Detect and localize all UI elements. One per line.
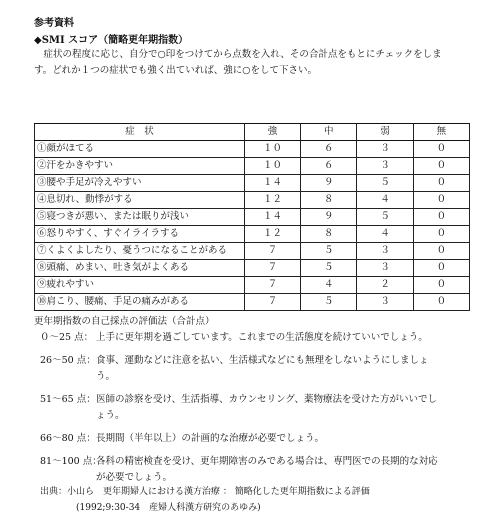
- strong-score-cell: １０: [244, 141, 300, 158]
- table-row: [35, 294, 470, 311]
- medium-score-cell: ８: [301, 226, 357, 243]
- table-header-row: [35, 124, 470, 141]
- evaluation-item: [40, 454, 476, 486]
- symptom-cell: ⑦くよくよしたり、憂うつになることがある: [35, 243, 245, 260]
- none-score-cell: ０: [413, 158, 469, 175]
- strong-score-cell: ７: [244, 243, 300, 260]
- table-row: [35, 209, 470, 226]
- score-range: 81～100 点：: [40, 456, 102, 467]
- strong-score-cell: １４: [244, 175, 300, 192]
- none-score-cell: ０: [413, 243, 469, 260]
- medium-score-cell: ５: [301, 294, 357, 311]
- table-row: [35, 192, 470, 209]
- symptom-cell: ⑥怒りやすく、すぐイライラする: [35, 226, 245, 243]
- symptom-cell: ①顔がほてる: [35, 141, 245, 158]
- evaluation-title: 更年期指数の自己採点の評価法（合計点）: [34, 316, 215, 327]
- weak-score-cell: ４: [357, 192, 413, 209]
- strong-score-cell: １０: [244, 158, 300, 175]
- evaluation-text: 上手に更年期を過ごしています。これまでの生活態度を続けていいでしょう。: [96, 332, 428, 343]
- instructions: [34, 47, 470, 79]
- symptom-cell: ②汗をかきやすい: [35, 158, 245, 175]
- instructions-line-2: す。どれか１つの症状でも強く出ていれば、強に○をして下さい。: [34, 65, 318, 76]
- weak-score-cell: ２: [357, 277, 413, 294]
- evaluation-item: [40, 431, 476, 447]
- source-citation: [40, 484, 370, 516]
- source-line-2: (1992;9:30-34 産婦人科漢方研究のあゆみ): [76, 503, 261, 513]
- evaluation-text-continued: ょう。: [96, 410, 125, 421]
- medium-score-cell: ８: [301, 192, 357, 209]
- evaluation-item: [40, 353, 476, 385]
- weak-score-cell: ５: [357, 209, 413, 226]
- weak-score-cell: ５: [357, 175, 413, 192]
- score-range: 51～65 点：: [40, 394, 96, 405]
- symptom-cell: ⑩肩こり、腰痛、手足の痛みがある: [35, 294, 245, 311]
- weak-score-cell: ４: [357, 226, 413, 243]
- medium-score-cell: ５: [301, 260, 357, 277]
- strong-score-cell: ７: [244, 277, 300, 294]
- evaluation-item: [40, 330, 476, 346]
- weak-score-cell: ３: [357, 294, 413, 311]
- medium-score-cell: ４: [301, 277, 357, 294]
- evaluation-text: 長期間（半年以上）の計画的な治療が必要でしょう。: [96, 433, 325, 444]
- table-row: [35, 277, 470, 294]
- medium-score-cell: ５: [301, 243, 357, 260]
- strong-score-cell: １２: [244, 226, 300, 243]
- medium-score-cell: ９: [301, 175, 357, 192]
- source-line-1: 出典：小山ら 更年期婦人における漢方治療 ： 簡略化した更年期指数による評価: [40, 487, 370, 497]
- evaluation-text: 各科の精密検査を受け、更年期障害のみである場合は、専門医での長期的な対応: [96, 456, 438, 467]
- table-row: [35, 158, 470, 175]
- evaluation-text-continued: が必要でしょう。: [96, 472, 173, 483]
- table-row: [35, 175, 470, 192]
- medium-score-cell: ６: [301, 141, 357, 158]
- smi-score-table: [34, 123, 470, 311]
- header-weak: 弱: [357, 124, 413, 141]
- table-row: [35, 226, 470, 243]
- symptom-cell: ⑨疲れやすい: [35, 277, 245, 294]
- none-score-cell: ０: [413, 294, 469, 311]
- none-score-cell: ０: [413, 260, 469, 277]
- table-row: [35, 141, 470, 158]
- instructions-line-1: 症状の程度に応じ、自分で○印をつけてから点数を入れ、その合計点をもとにチェックをしま: [34, 49, 442, 60]
- strong-score-cell: １２: [244, 192, 300, 209]
- none-score-cell: ０: [413, 277, 469, 294]
- symptom-cell: ⑧頭痛、めまい、吐き気がよくある: [35, 260, 245, 277]
- header-symptom: 症 状: [35, 124, 245, 141]
- evaluation-text: 食事、運動などに注意を払い、生活様式などにも無理をしないようにしましょ: [96, 355, 429, 366]
- strong-score-cell: １４: [244, 209, 300, 226]
- weak-score-cell: ３: [357, 158, 413, 175]
- header-medium: 中: [301, 124, 357, 141]
- strong-score-cell: ７: [244, 260, 300, 277]
- smi-score-title: ◆SMI スコア（簡略更年期指数）: [34, 35, 189, 46]
- header-none: 無: [413, 124, 469, 141]
- score-range: 66～80 点：: [40, 433, 96, 444]
- evaluation-text: 医師の診察を受け、生活指導、カウンセリング、薬物療法を受けた方がいいでし: [96, 394, 438, 405]
- evaluation-item: [40, 392, 476, 424]
- medium-score-cell: ６: [301, 158, 357, 175]
- symptom-cell: ④息切れ、動悸がする: [35, 192, 245, 209]
- symptom-cell: ③腰や手足が冷えやすい: [35, 175, 245, 192]
- table-row: [35, 243, 470, 260]
- strong-score-cell: ７: [244, 294, 300, 311]
- medium-score-cell: ９: [301, 209, 357, 226]
- table-row: [35, 260, 470, 277]
- table-body: [35, 141, 470, 311]
- none-score-cell: ０: [413, 141, 469, 158]
- header-strong: 強: [244, 124, 300, 141]
- evaluation-text-continued: う。: [96, 371, 116, 382]
- weak-score-cell: ３: [357, 243, 413, 260]
- evaluation-list: [40, 330, 476, 493]
- none-score-cell: ０: [413, 209, 469, 226]
- weak-score-cell: ３: [357, 141, 413, 158]
- score-range: ０～25 点：: [40, 332, 94, 343]
- score-range: 26～50 点：: [40, 355, 96, 366]
- none-score-cell: ０: [413, 175, 469, 192]
- symptom-cell: ⑤寝つきが悪い、または眠りが浅い: [35, 209, 245, 226]
- none-score-cell: ０: [413, 192, 469, 209]
- none-score-cell: ０: [413, 226, 469, 243]
- document-heading: 参考資料: [34, 18, 74, 29]
- weak-score-cell: ３: [357, 260, 413, 277]
